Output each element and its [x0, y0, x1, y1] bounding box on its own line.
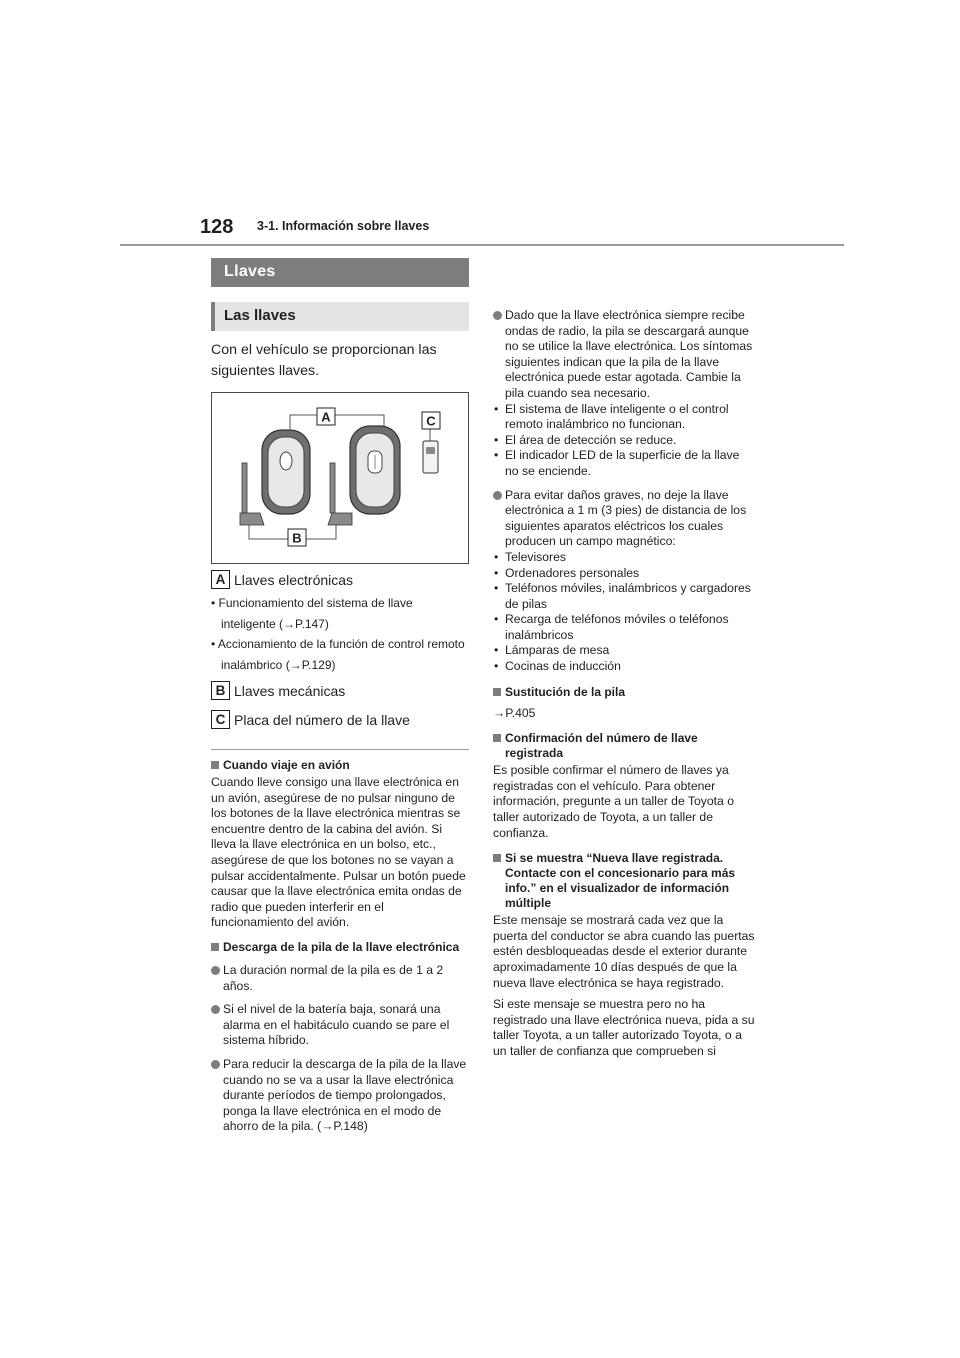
- right-column: [493, 256, 755, 1060]
- chapter-title: Llaves: [211, 258, 469, 287]
- key-number-plate: [423, 441, 438, 473]
- electronic-key-functions: [211, 593, 469, 675]
- function-item: • Funcionamiento del sistema de llave inteligente (→P.147): [211, 596, 413, 631]
- battery-item: Si el nivel de la batería baja, sonará una alarma en el habitáculo cuando se pare el sistema híbrido.: [211, 1002, 469, 1049]
- mechanical-key-left: [240, 463, 264, 525]
- replace-battery-ref: →P.405: [493, 705, 536, 720]
- legend-letter-c: C: [211, 710, 230, 729]
- appliance-item: • Ordenadores personales: [493, 566, 755, 582]
- radio-waves-item: Dado que la llave electrónica siempre recibe ondas de radio, la pila se descargará aunque no se utilice la llave electrónica. Los síntomas siguientes indican que la pila de la llave electrónica puede estar agotada. Cambie la pila cuando sea necesario.: [493, 308, 755, 402]
- symptom-item: • El indicador LED de la superficie de la llave no se enciende.: [493, 448, 755, 479]
- label-b-text: B: [292, 530, 302, 546]
- legend-b: [211, 681, 469, 700]
- square-bullet-icon: [493, 854, 501, 862]
- new-key-text: Este mensaje se mostrará cada vez que la puerta del conductor se abra cuando las puertas estén desbloqueadas desde el exterior durante aproximadamente 10 días después de que la nueva llave electrónica se haya registrado.: [493, 913, 755, 990]
- label-c-text: C: [426, 413, 436, 429]
- confirm-key-heading: Confirmación del número de llave registrada: [493, 731, 755, 761]
- appliance-item: • Teléfonos móviles, inalámbricos y cargadores de pilas: [493, 581, 755, 612]
- keys-drawing: [212, 393, 468, 563]
- square-bullet-icon: [211, 761, 219, 769]
- new-key-heading: Si se muestra “Nueva llave registrada. Contacte con el concesionario para más info.” en el visualizador de información múltiple: [493, 851, 755, 911]
- label-a: [317, 408, 335, 425]
- label-b: [288, 529, 306, 546]
- appliance-item: • Lámparas de mesa: [493, 643, 755, 659]
- square-bullet-icon: [493, 734, 501, 742]
- appliance-list: [493, 550, 755, 675]
- notes-divider: [211, 749, 469, 750]
- keys-illustration: [211, 392, 469, 564]
- legend-letter-b: B: [211, 681, 230, 700]
- appliance-item: • Cocinas de inducción: [493, 659, 755, 675]
- legend-text-b: Llaves mecánicas: [234, 682, 346, 699]
- left-column: [211, 258, 469, 1135]
- battery-item: La duración normal de la pila es de 1 a 2 años.: [211, 963, 469, 994]
- replace-battery-heading: Sustitución de la pila: [493, 685, 755, 700]
- symptom-item: • El sistema de llave inteligente o el control remoto inalámbrico no funcionan.: [493, 402, 755, 433]
- appliance-item: • Recarga de teléfonos móviles o teléfonos inalámbricos: [493, 612, 755, 643]
- legend-c: [211, 710, 469, 729]
- legend-letter-a: A: [211, 570, 230, 589]
- section-subtitle: Las llaves: [211, 302, 469, 331]
- mechanical-key-right: [328, 463, 352, 525]
- airplane-text: Cuando lleve consigo una llave electrónica en un avión, asegúrese de no pulsar ninguno de los botones de la llave electrónica mientras se encuentre dentro de la cabina del avión. Si lleva la llave electrónica en un bolso, etc., asegúrese de que los botones no se vayan a pulsar accidentalmente. Pulsar un botón puede causar que la llave electrónica emita ondas de radio que pueden interferir en el funcionamiento del avión.: [211, 775, 466, 930]
- electronic-key-left: [262, 430, 310, 514]
- circle-bullet-icon: [493, 491, 502, 500]
- square-bullet-icon: [493, 688, 501, 696]
- symptom-list: [493, 402, 755, 480]
- legend-text-c: Placa del número de la llave: [234, 711, 410, 728]
- electronic-key-right: [350, 426, 400, 514]
- damage-item: Para evitar daños graves, no deje la llave electrónica a 1 m (3 pies) de distancia de los siguientes aparatos eléctricos los cuales producen un campo magnético:: [493, 488, 755, 550]
- circle-bullet-icon: [211, 1060, 220, 1069]
- page-number: 128: [200, 216, 234, 238]
- legend-text-a: Llaves electrónicas: [234, 571, 354, 588]
- circle-bullet-icon: [493, 311, 502, 320]
- header-divider: [120, 244, 844, 246]
- circle-bullet-icon: [211, 1005, 220, 1014]
- legend-a: [211, 570, 469, 589]
- battery-heading: Descarga de la pila de la llave electrónica: [211, 940, 469, 955]
- confirm-key-text: Es posible confirmar el número de llaves ya registradas con el vehículo. Para obtener información, pregunte a un taller de Toyota o taller autorizado de Toyota, a un taller de confianza.: [493, 763, 734, 840]
- circle-bullet-icon: [211, 966, 220, 975]
- section-label: 3-1. Información sobre llaves: [257, 219, 430, 233]
- appliance-item: • Televisores: [493, 550, 755, 566]
- label-a-text: A: [321, 409, 331, 425]
- square-bullet-icon: [211, 943, 219, 951]
- symptom-item: • El área de detección se reduce.: [493, 433, 755, 449]
- function-item: • Accionamiento de la función de control remoto inalámbrico (→P.129): [211, 637, 465, 672]
- battery-item: Para reducir la descarga de la pila de la llave cuando no se va a usar la llave electrónica durante períodos de tiempo prolongados, ponga la llave electrónica en el modo de ahorro de la pila. (→P.148): [211, 1057, 469, 1135]
- airplane-heading: Cuando viaje en avión: [211, 758, 469, 773]
- label-c: [422, 412, 440, 429]
- intro-paragraph: Con el vehículo se proporcionan las siguientes llaves.: [211, 342, 437, 379]
- new-key-text-2: Si este mensaje se muestra pero no ha registrado una llave electrónica nueva, pida a su taller Toyota, a un taller autorizado Toyota, o a un taller de confianza que comprueben si: [493, 997, 755, 1058]
